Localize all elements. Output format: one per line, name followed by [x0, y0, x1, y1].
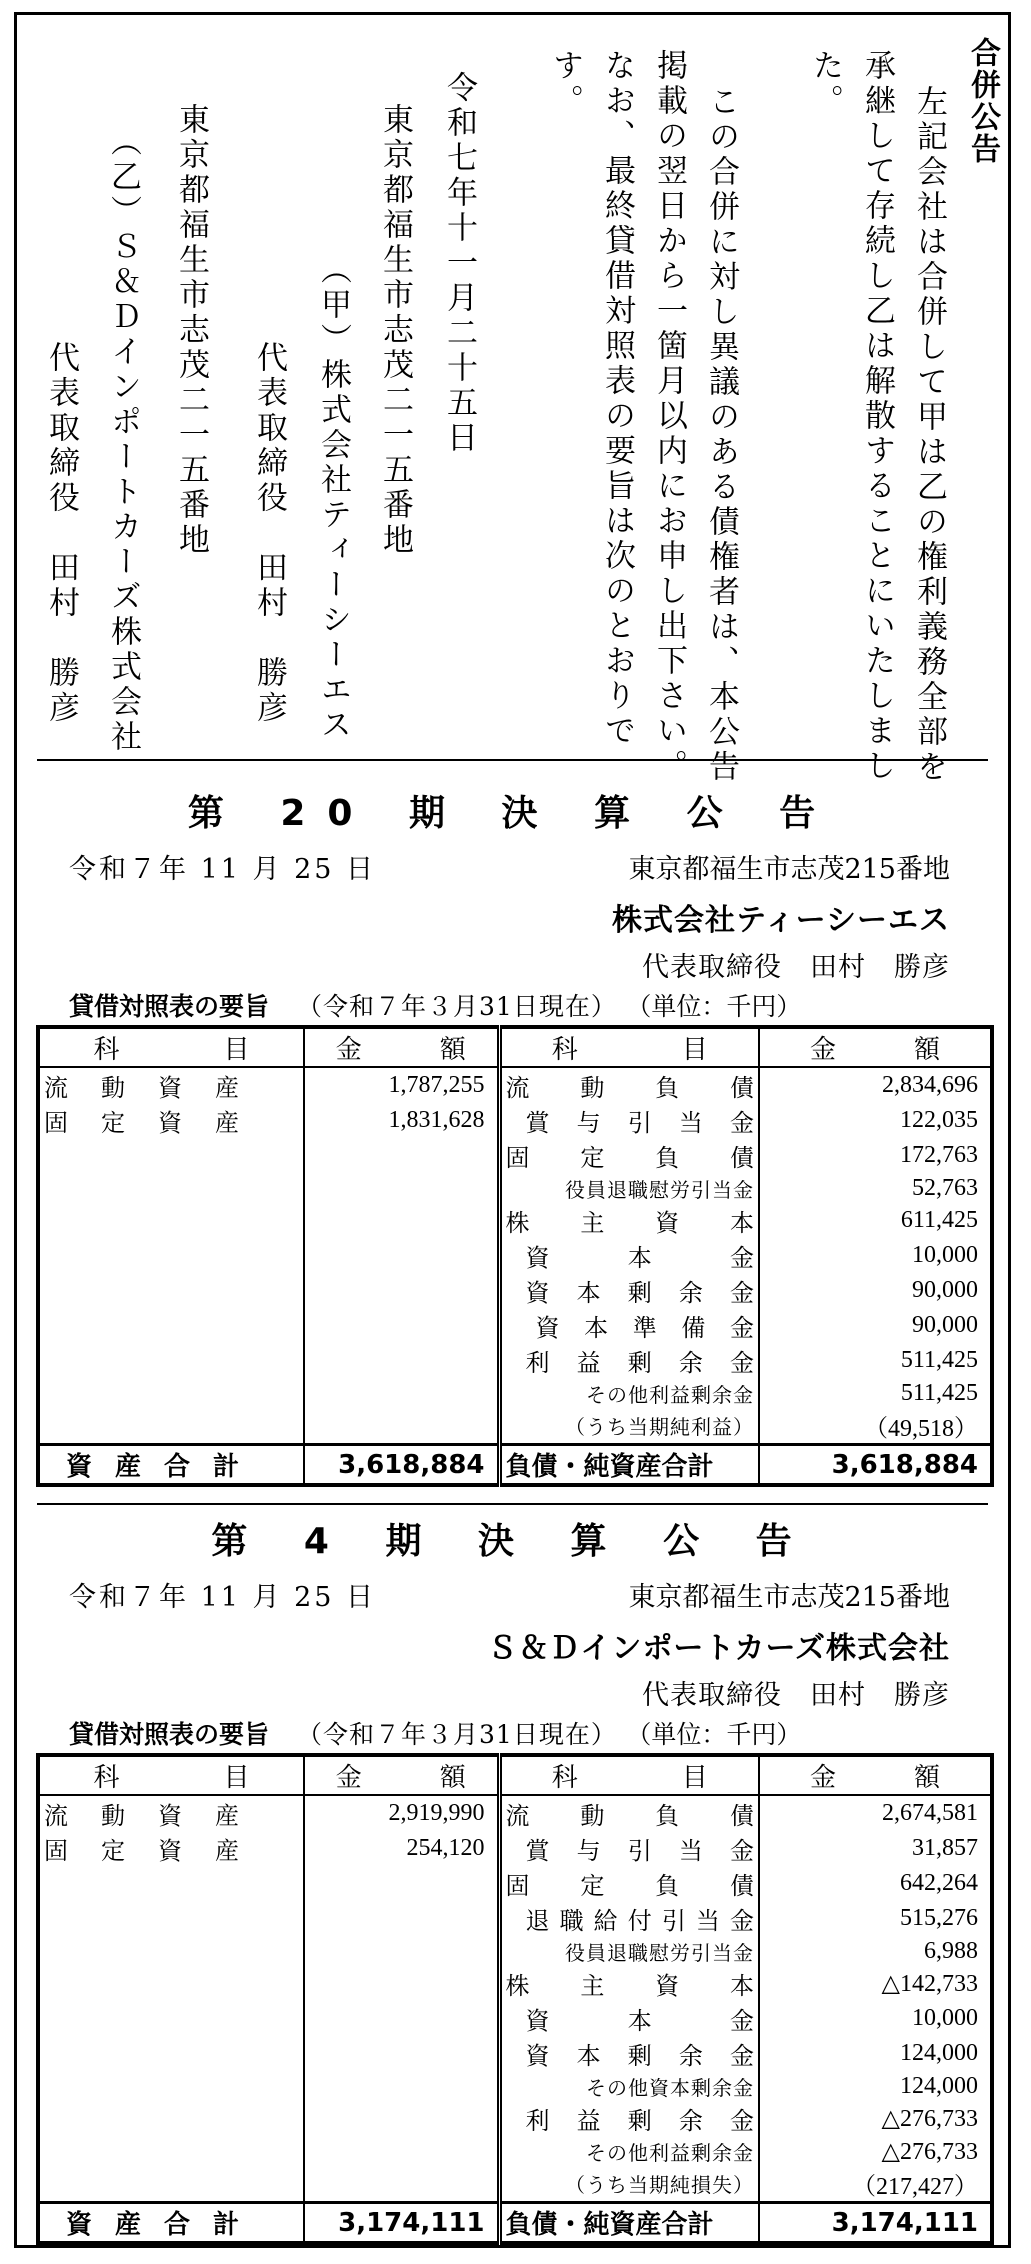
liability-amount: △142,733 — [759, 1966, 992, 2001]
table-row — [38, 2136, 992, 2166]
liability-amount: 642,264 — [759, 1866, 992, 1901]
asset-amount — [304, 1238, 499, 1273]
liability-amount: 515,276 — [759, 1901, 992, 1936]
asset-item — [38, 1378, 304, 1408]
notice-date: 令和７年 11 月 25 日 — [69, 1582, 377, 1613]
liability-item: 流 動 負 債 — [499, 1067, 759, 1103]
liability-item: 固 定 負 債 — [499, 1138, 759, 1173]
table-row — [38, 2101, 992, 2136]
total-liabilities-label: 負債・純資産合計 — [499, 1445, 759, 1486]
balance-sheet-heading — [69, 987, 969, 1023]
table-header-row — [38, 1755, 992, 1795]
liability-item: 資 本 準 備 金 — [499, 1308, 759, 1343]
asset-item — [38, 1901, 304, 1936]
table-row — [38, 1831, 992, 1866]
balance-sheet-title: 貸借対照表の要旨 — [69, 1720, 270, 1749]
total-assets-value: 3,618,884 — [304, 1445, 499, 1486]
liability-amount: 90,000 — [759, 1308, 992, 1343]
asset-amount — [304, 1966, 499, 2001]
asset-amount: 1,831,628 — [304, 1103, 499, 1138]
amount-header: 金 額 — [759, 1755, 992, 1795]
asset-amount — [304, 2101, 499, 2136]
liability-item: 賞 与 引 当 金 — [499, 1103, 759, 1138]
table-row — [38, 1273, 992, 1308]
notice-title: 第 20 期 決 算 公 告 — [187, 793, 838, 834]
financial-notice-1 — [17, 785, 1008, 1495]
liability-amount: △276,733 — [759, 2136, 992, 2166]
balance-sheet-table — [36, 1753, 994, 2245]
asset-item — [38, 1173, 304, 1203]
liability-item: 利 益 剰 余 金 — [499, 2101, 759, 2136]
total-assets-label: 資 産 合 計 — [38, 2203, 304, 2244]
company-name: 株式会社ティーシーエス — [612, 903, 950, 938]
balance-sheet-heading — [69, 1715, 969, 1751]
liability-amount: 10,000 — [759, 1238, 992, 1273]
merger-body-line: た。 — [807, 49, 843, 119]
asset-item — [38, 1343, 304, 1378]
liability-amount: 2,674,581 — [759, 1795, 992, 1831]
asset-item: 流 動 資 産 — [38, 1067, 304, 1103]
asset-item — [38, 2036, 304, 2071]
table-row — [38, 2166, 992, 2203]
party-a-representative: 代表取締役 田村 勝彦 — [251, 341, 287, 726]
merger-date: 令和七年十一月二十五日 — [441, 71, 477, 456]
table-row — [38, 1966, 992, 2001]
asset-item — [38, 1936, 304, 1966]
notice-title: 第 4 期 決 算 公 告 — [211, 1521, 814, 1562]
asset-item — [38, 1138, 304, 1173]
liability-item: 賞 与 引 当 金 — [499, 1831, 759, 1866]
merger-body-line: 承継して存続し乙は解散することにいたしまし — [859, 49, 895, 784]
asset-amount — [304, 1203, 499, 1238]
liability-item: 退 職 給 付 引 当 金 — [499, 1901, 759, 1936]
asset-amount — [304, 1138, 499, 1173]
table-row — [38, 1308, 992, 1343]
asset-item: 流 動 資 産 — [38, 1795, 304, 1831]
balance-sheet-table — [36, 1025, 994, 1487]
asset-amount — [304, 1273, 499, 1308]
asset-amount: 2,919,990 — [304, 1795, 499, 1831]
liability-amount: 52,763 — [759, 1173, 992, 1203]
table-row — [38, 1067, 992, 1103]
asset-amount — [304, 1308, 499, 1343]
company-address: 東京都福生市志茂215番地 — [628, 854, 950, 885]
liability-item: 利 益 剰 余 金 — [499, 1343, 759, 1378]
party-a-name: （甲）株式会社ティーシーエス — [315, 253, 351, 743]
liability-item: その他利益剰余金 — [499, 2136, 759, 2166]
party-a-address: 東京都福生市志茂二一五番地 — [377, 103, 413, 558]
table-row — [38, 1103, 992, 1138]
divider — [37, 1503, 988, 1505]
table-header-row — [38, 1027, 992, 1067]
asset-amount — [304, 1901, 499, 1936]
asset-item — [38, 1866, 304, 1901]
balance-sheet-unit: （単位：千円） — [638, 1720, 802, 1749]
merger-body-line: 掲載の翌日から一箇月以内にお申し出下さい。 — [651, 49, 687, 784]
amount-header: 金 額 — [304, 1027, 499, 1067]
liability-item: 資 本 剰 余 金 — [499, 1273, 759, 1308]
asset-item — [38, 1966, 304, 2001]
merger-body-line: す。 — [547, 49, 583, 119]
table-total-row — [38, 1445, 992, 1486]
table-row — [38, 1343, 992, 1378]
item-header: 科 目 — [38, 1027, 304, 1067]
asset-amount — [304, 2136, 499, 2166]
asset-item — [38, 1203, 304, 1238]
financial-notice-2 — [17, 1513, 1008, 2243]
liability-amount: 2,834,696 — [759, 1067, 992, 1103]
liability-item: 役員退職慰労引当金 — [499, 1936, 759, 1966]
item-header: 科 目 — [38, 1755, 304, 1795]
liability-amount: 511,425 — [759, 1378, 992, 1408]
liability-item: （うち当期純利益） — [499, 1408, 759, 1445]
liability-amount: 6,988 — [759, 1936, 992, 1966]
table-row — [38, 1173, 992, 1203]
item-header: 科 目 — [499, 1027, 759, 1067]
liability-amount: 511,425 — [759, 1343, 992, 1378]
notice-frame — [14, 12, 1011, 2248]
liability-item: 流 動 負 債 — [499, 1795, 759, 1831]
asset-amount — [304, 2071, 499, 2101]
asset-amount — [304, 2166, 499, 2203]
total-liabilities-value: 3,618,884 — [759, 1445, 992, 1486]
asset-item — [38, 1273, 304, 1308]
table-row — [38, 1901, 992, 1936]
total-assets-label: 資 産 合 計 — [38, 1445, 304, 1486]
table-row — [38, 1408, 992, 1445]
merger-body-line: この合併に対し異議のある債権者は、本公告 — [703, 85, 739, 785]
party-b-address: 東京都福生市志茂二一五番地 — [173, 103, 209, 558]
table-row — [38, 1378, 992, 1408]
table-row — [38, 1238, 992, 1273]
asset-item — [38, 2136, 304, 2166]
merger-body-line: 左記会社は合併して甲は乙の権利義務全部を — [911, 85, 947, 785]
asset-amount: 254,120 — [304, 1831, 499, 1866]
table-row — [38, 2036, 992, 2071]
liability-amount: 31,857 — [759, 1831, 992, 1866]
merger-notice — [17, 15, 1008, 785]
balance-sheet-date: （令和７年３月31日現在） — [297, 1720, 617, 1749]
amount-header: 金 額 — [304, 1755, 499, 1795]
table-row — [38, 1138, 992, 1173]
liability-item: 資 本 金 — [499, 2001, 759, 2036]
table-row — [38, 1866, 992, 1901]
liability-item: 資 本 金 — [499, 1238, 759, 1273]
asset-amount — [304, 2001, 499, 2036]
liability-amount: （217,427） — [759, 2166, 992, 2203]
liability-item: 株 主 資 本 — [499, 1203, 759, 1238]
asset-item: 固 定 資 産 — [38, 1103, 304, 1138]
merger-body-line: なお、最終貸借対照表の要旨は次のとおりで — [599, 49, 635, 749]
total-assets-value: 3,174,111 — [304, 2203, 499, 2244]
table-row — [38, 2071, 992, 2101]
total-liabilities-value: 3,174,111 — [759, 2203, 992, 2244]
asset-item — [38, 1238, 304, 1273]
divider — [37, 759, 988, 761]
asset-item — [38, 2166, 304, 2203]
liability-item: その他資本剰余金 — [499, 2071, 759, 2101]
item-header: 科 目 — [499, 1755, 759, 1795]
asset-amount — [304, 1343, 499, 1378]
asset-item — [38, 2071, 304, 2101]
amount-header: 金 額 — [759, 1027, 992, 1067]
table-total-row — [38, 2203, 992, 2244]
balance-sheet-unit: （単位：千円） — [638, 992, 802, 1021]
liability-amount: △276,733 — [759, 2101, 992, 2136]
liability-amount: 172,763 — [759, 1138, 992, 1173]
asset-item — [38, 1408, 304, 1445]
total-liabilities-label: 負債・純資産合計 — [499, 2203, 759, 2244]
asset-amount — [304, 1408, 499, 1445]
liability-amount: 611,425 — [759, 1203, 992, 1238]
asset-amount — [304, 1378, 499, 1408]
merger-title: 合併公告 — [965, 37, 1000, 165]
liability-item: 資 本 剰 余 金 — [499, 2036, 759, 2071]
liability-amount: 10,000 — [759, 2001, 992, 2036]
liability-item: 株 主 資 本 — [499, 1966, 759, 2001]
asset-item — [38, 1308, 304, 1343]
table-row — [38, 1795, 992, 1831]
party-b-name: （乙）Ｓ＆Ｄインポートカーズ株式会社 — [105, 125, 141, 755]
asset-amount — [304, 2036, 499, 2071]
asset-amount — [304, 1866, 499, 1901]
liability-item: 固 定 負 債 — [499, 1866, 759, 1901]
asset-item — [38, 2001, 304, 2036]
asset-item — [38, 2101, 304, 2136]
balance-sheet-date: （令和７年３月31日現在） — [297, 992, 617, 1021]
party-b-representative: 代表取締役 田村 勝彦 — [43, 341, 79, 726]
company-name: Ｓ＆Ｄインポートカーズ株式会社 — [487, 1631, 950, 1666]
asset-amount: 1,787,255 — [304, 1067, 499, 1103]
table-row — [38, 1203, 992, 1238]
liability-item: その他利益剰余金 — [499, 1378, 759, 1408]
representative: 代表取締役 田村 勝彦 — [642, 1680, 950, 1711]
notice-date: 令和７年 11 月 25 日 — [69, 854, 377, 885]
asset-item: 固 定 資 産 — [38, 1831, 304, 1866]
liability-amount: 122,035 — [759, 1103, 992, 1138]
liability-amount: 124,000 — [759, 2071, 992, 2101]
liability-amount: （49,518） — [759, 1408, 992, 1445]
liability-amount: 90,000 — [759, 1273, 992, 1308]
liability-amount: 124,000 — [759, 2036, 992, 2071]
balance-sheet-title: 貸借対照表の要旨 — [69, 992, 270, 1021]
asset-amount — [304, 1173, 499, 1203]
liability-item: （うち当期純損失） — [499, 2166, 759, 2203]
table-row — [38, 1936, 992, 1966]
company-address: 東京都福生市志茂215番地 — [628, 1582, 950, 1613]
representative: 代表取締役 田村 勝彦 — [642, 952, 950, 983]
asset-amount — [304, 1936, 499, 1966]
table-row — [38, 2001, 992, 2036]
liability-item: 役員退職慰労引当金 — [499, 1173, 759, 1203]
